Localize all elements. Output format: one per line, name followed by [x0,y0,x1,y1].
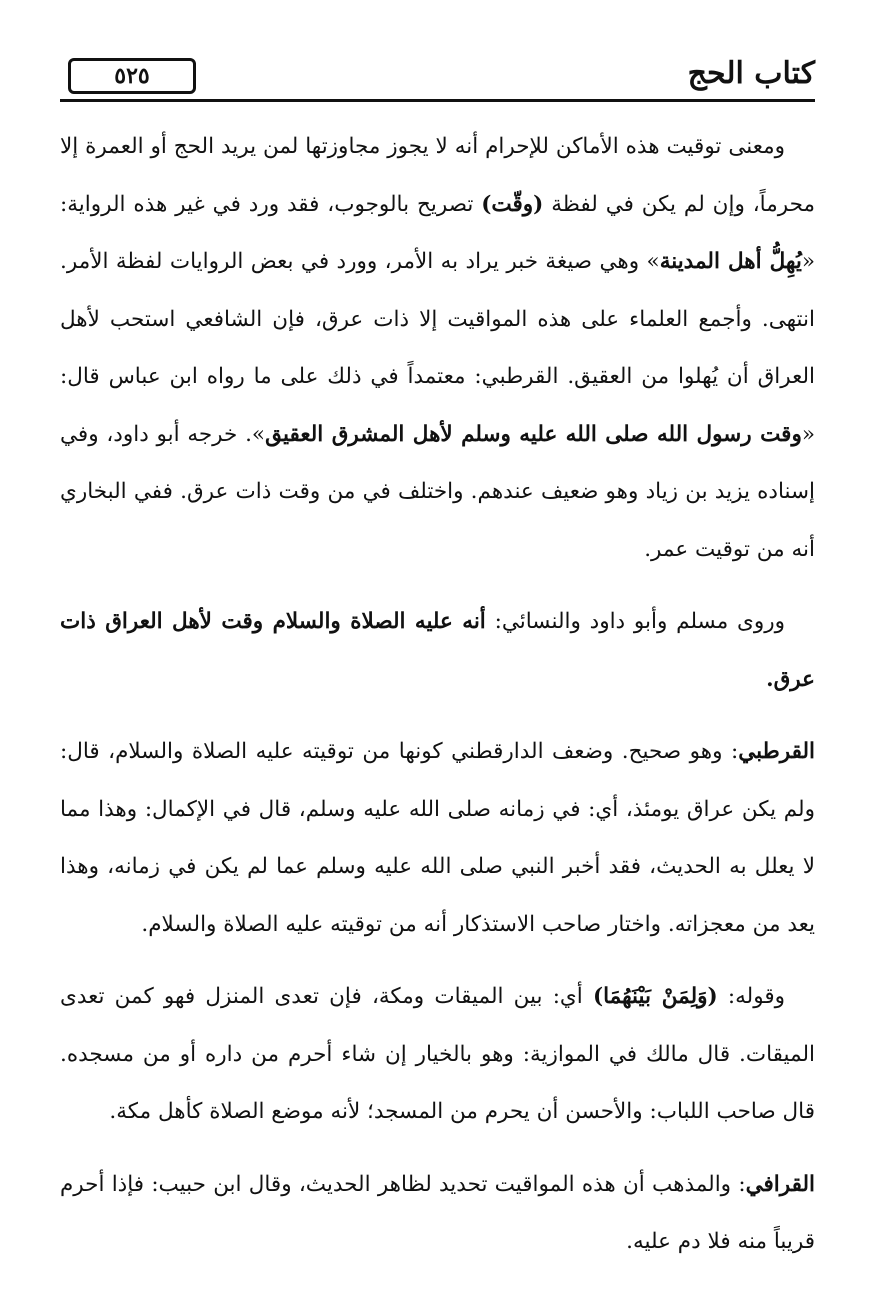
text-run: » وهي صيغة خبر يراد به الأمر، وورد في بعض الروايات لفظة الأمر. انتهى. وأجمع العلماء على هذه المواقيت إلا ذات عرق، فإن الشافعي استحب لأهل العراق أن يُهلوا من العقيق. القرطبي: معتمداً في ذلك على ما رواه ابن عباس قال: « [60,249,815,447]
page-header [60,48,815,102]
paragraph [60,118,815,578]
text-run: ». خرجه أبو داود، وفي إسناده يزيد بن زياد وهو ضعيف عندهم. واختلف في من وقت ذات عرق. ففي البخاري أنه من توقيت عمر. [60,421,815,562]
bold-run: (وقّت) [481,191,544,217]
bold-run: وقت رسول الله صلى الله عليه وسلم لأهل المشرق العقيق [265,421,802,447]
text-run: وقوله: [717,984,785,1009]
text-run: أي: بين الميقات ومكة، فإن تعدى المنزل فهو كمن تعدى الميقات. قال مالك في الموازية: وهو بالخيار إن شاء أحرم من داره أو من مسجده. قال صاحب اللباب: والأحسن أن يحرم من المسجد؛ لأنه موضع الصلاة كأهل مكة. [60,984,815,1124]
page-number: ٥٢٥ [114,63,150,89]
bold-run: (وَلِمَنْ بَيْنَهُمَا) [592,984,718,1009]
text-run: ومعنى توقيت هذه الأماكن للإحرام أنه لا يجوز مجاوزتها لمن يريد الحج أو العمرة إلا محرماً، وإن لم يكن في لفظة [60,134,815,217]
bold-run: القرطبي [738,739,815,764]
page-body [60,118,815,1286]
paragraph [60,968,815,1141]
bold-run: يُهِلُّ أهل المدينة [659,249,802,274]
text-run: : وهو صحيح. وضعف الدارقطني كونها من توقيته عليه الصلاة والسلام، قال: ولم يكن عراق يومئذ، أي: في زمانه صلى الله عليه وسلم، قال في الإكمال: وهذا مما لا يعلل به الحديث، فقد أخبر النبي صلى الله عليه وسلم عما لم يكن في زمانه، وهذا يعد من معجزاته. واختار صاحب الاستذكار أنه من توقيته عليه الصلاة والسلام. [60,739,815,937]
page-number-box [68,58,196,94]
paragraph [60,723,815,953]
paragraph [60,1156,815,1271]
text-run: وروى مسلم وأبو داود والنسائي: [485,609,786,634]
bold-run: أنه عليه الصلاة والسلام وقت لأهل العراق ذات عرق. [60,609,815,692]
book-title: كتاب الحج [687,56,815,91]
paragraph [60,593,815,708]
text-run: : والمذهب أن هذه المواقيت تحديد لظاهر الحديث، وقال ابن حبيب: فإذا أحرم قريباً منه فلا دم عليه. [60,1171,815,1254]
header-rule [60,99,815,102]
text-run: تصريح بالوجوب، فقد ورد في غير هذه الرواية: « [60,191,815,274]
bold-run: القرافي [745,1171,815,1197]
